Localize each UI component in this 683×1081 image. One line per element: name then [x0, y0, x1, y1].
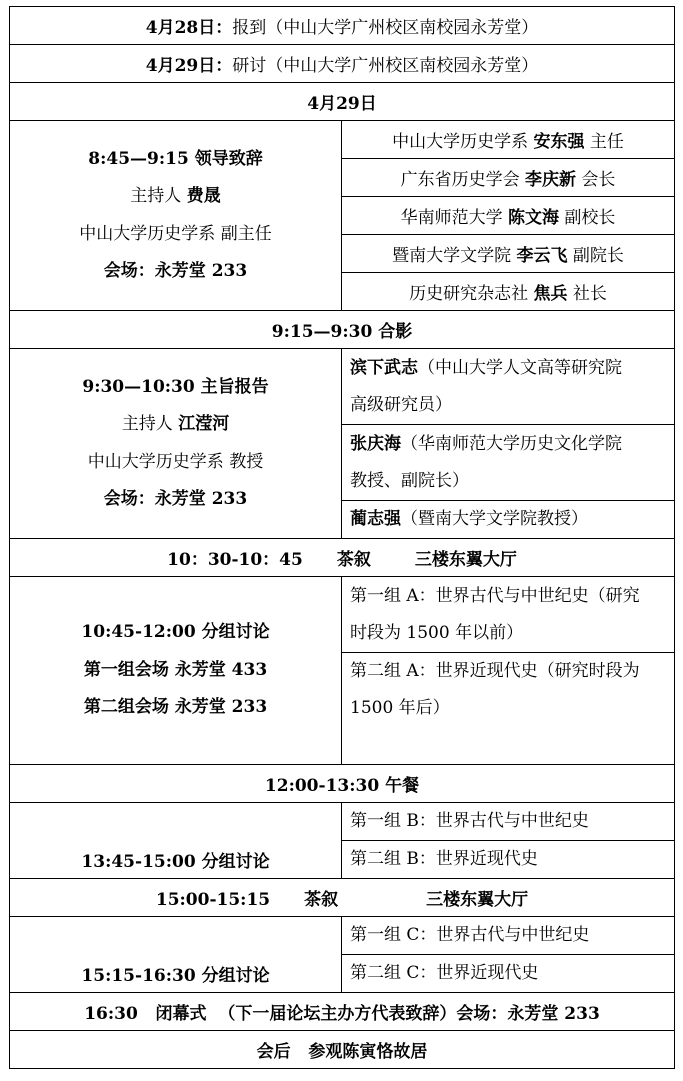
table-row — [10, 311, 675, 349]
table-row — [10, 879, 675, 917]
keynote-host: 主持人 江滢河 — [121, 414, 230, 434]
group-a-venue-2: 第二组会场 永芳堂 233 — [83, 697, 268, 718]
opening-host-affiliation: 中山大学历史学系 副主任 — [79, 223, 272, 244]
opening-speaker: 历史研究杂志社 焦兵 社长 — [342, 273, 675, 311]
day-header: 4月29日 — [10, 83, 675, 121]
opening-speaker: 华南师范大学 陈文海 副校长 — [342, 197, 675, 235]
seminar-date: 4月29日： — [145, 56, 233, 76]
group-c-topic: 第二组 C：世界近现代史 — [342, 955, 675, 993]
table-row — [10, 7, 675, 45]
group-b-topic: 第二组 B：世界近现代史 — [342, 841, 675, 879]
group-a-session — [10, 577, 342, 765]
keynote-venue: 会场：永芳堂 233 — [103, 489, 248, 509]
table-row — [10, 349, 675, 425]
group-a-topic: 第二组 A：世界近现代史（研究时段为 1500 年后） — [342, 653, 675, 765]
table-row — [10, 83, 675, 121]
group-b-topic: 第一组 B：世界古代与中世纪史 — [342, 803, 675, 841]
opening-time-title: 8:45—9:15 领导致辞 — [88, 148, 263, 169]
table-row — [10, 765, 675, 803]
opening-session — [10, 121, 342, 311]
schedule-table — [9, 6, 675, 1069]
tea-break-2: 15:00-15:15 茶叙 三楼东翼大厅 — [10, 879, 675, 917]
closing-row: 16:30 闭幕式 （下一届论坛主办方代表致辞）会场：永芳堂 233 — [10, 993, 675, 1031]
arrival-text: 报到（中山大学广州校区南校园永芳堂） — [232, 18, 539, 38]
group-b-time-title: 13:45-15:00 分组讨论 — [10, 803, 342, 879]
table-row — [10, 577, 675, 653]
keynote-speaker: 滨下武志（中山大学人文高等研究院 高级研究员） — [342, 349, 675, 425]
table-row — [10, 121, 675, 159]
group-a-time-title: 10:45-12:00 分组讨论 — [81, 622, 270, 643]
opening-speaker: 中山大学历史学系 安东强 主任 — [342, 121, 675, 159]
table-row — [10, 803, 675, 841]
arrival-row — [10, 7, 675, 45]
keynote-host-affiliation: 中山大学历史学系 教授 — [87, 451, 264, 472]
opening-speaker: 暨南大学文学院 李云飞 副院长 — [342, 235, 675, 273]
table-row — [10, 917, 675, 955]
opening-venue: 会场：永芳堂 233 — [103, 261, 248, 281]
photo-row: 9:15—9:30 合影 — [10, 311, 675, 349]
keynote-speaker: 张庆海（华南师范大学历史文化学院 教授、副院长） — [342, 425, 675, 501]
group-c-topic: 第一组 C：世界古代与中世纪史 — [342, 917, 675, 955]
keynote-session — [10, 349, 342, 539]
tea-break-1: 10：30-10：45 茶叙 三楼东翼大厅 — [10, 539, 675, 577]
group-c-time-title: 15:15-16:30 分组讨论 — [10, 917, 342, 993]
keynote-speaker: 蔺志强（暨南大学文学院教授） — [342, 501, 675, 539]
lunch-row: 12:00-13:30 午餐 — [10, 765, 675, 803]
keynote-time-title: 9:30—10:30 主旨报告 — [82, 376, 269, 397]
table-row — [10, 1031, 675, 1069]
seminar-text: 研讨（中山大学广州校区南校园永芳堂） — [232, 56, 539, 76]
table-row — [10, 993, 675, 1031]
arrival-date: 4月28日： — [145, 18, 233, 38]
visit-row: 会后 参观陈寅恪故居 — [10, 1031, 675, 1069]
opening-speaker: 广东省历史学会 李庆新 会长 — [342, 159, 675, 197]
opening-host: 主持人 费晟 — [130, 186, 221, 206]
seminar-row — [10, 45, 675, 83]
group-a-topic: 第一组 A：世界古代与中世纪史（研究 时段为 1500 年以前） — [342, 577, 675, 653]
group-a-venue-1: 第一组会场 永芳堂 433 — [83, 659, 268, 680]
table-row — [10, 45, 675, 83]
table-row — [10, 539, 675, 577]
